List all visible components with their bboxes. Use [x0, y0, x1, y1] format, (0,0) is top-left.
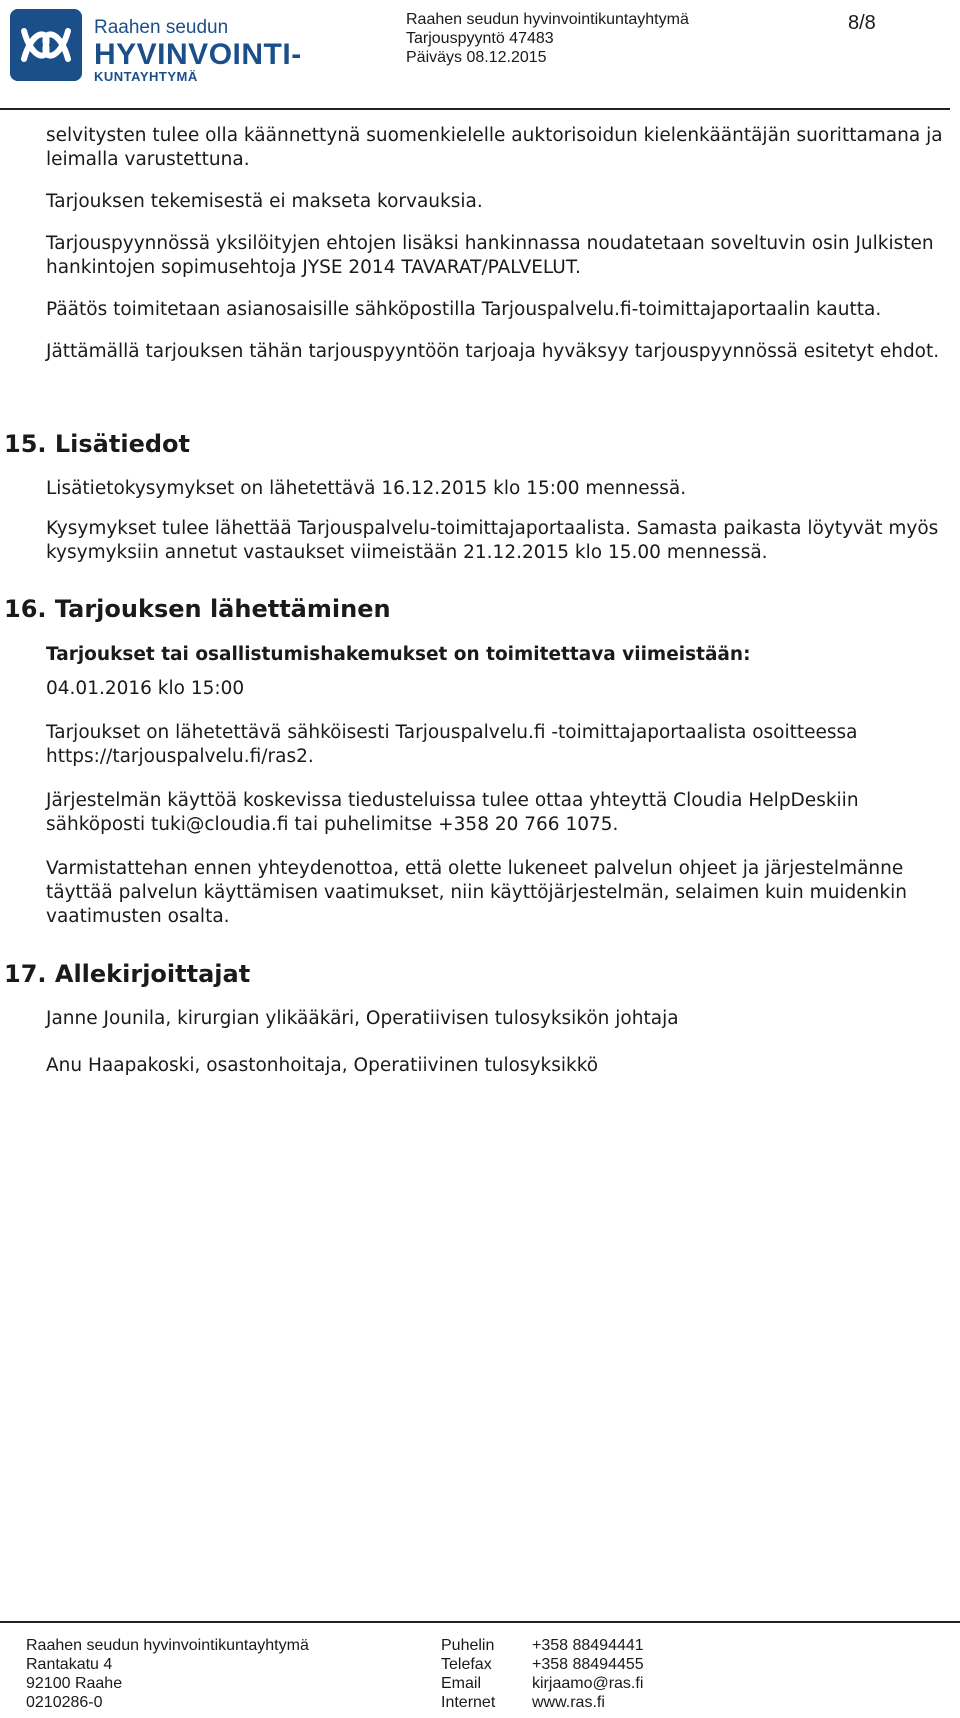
logo-line1: Raahen seudun	[94, 17, 229, 38]
section-15-body	[46, 477, 946, 565]
paragraph: Tarjouspyynnössä yksilöityjen ehtojen lisäksi hankinnassa noudatetaan soveltuvin osin Julkisten hankintojen sopimusehtoja JYSE 2014 TAVARAT/PALVELUT.	[46, 233, 934, 278]
paragraph: Jättämällä tarjouksen tähän tarjouspyyntöön tarjoaja hyväksyy tarjouspyynnössä esitetyt ehdot.	[46, 341, 940, 362]
signer: Janne Jounila, kirurgian ylikääkäri, Operatiivisen tulosyksikön johtaja	[46, 1008, 679, 1029]
footer-line: 0210286-0	[26, 1694, 103, 1711]
footer-divider	[0, 1621, 960, 1623]
footer-line: Rantakatu 4	[26, 1656, 113, 1673]
header-organization: Raahen seudun hyvinvointikuntayhtymä	[406, 11, 689, 28]
section-subheading: Tarjoukset tai osallistumishakemukset on toimitettava viimeistään:	[46, 644, 751, 665]
header-divider	[0, 108, 950, 110]
footer-label: Email	[441, 1675, 482, 1692]
section-heading-17: 17. Allekirjoittajat	[4, 960, 251, 988]
paragraph: Lisätietokysymykset on lähetettävä 16.12.2015 klo 15:00 mennessä.	[46, 478, 687, 499]
paragraph: Tarjouksen tekemisestä ei makseta korvauksia.	[46, 191, 483, 212]
deadline: 04.01.2016 klo 15:00	[46, 678, 245, 699]
section-heading-15: 15. Lisätiedot	[4, 430, 190, 458]
header-info	[406, 10, 689, 67]
footer-line: Raahen seudun hyvinvointikuntayhtymä	[26, 1637, 309, 1654]
paragraph: Varmistattehan ennen yhteydenottoa, että olette lukeneet palvelun ohjeet ja järjestelmänne täyttää palvelun käyttämisen vaatimukset, niin käyttöjärjestelmän, selaimen kuin muidenkin vaatimusten osalta.	[46, 858, 907, 927]
paragraph: Kysymykset tulee lähettää Tarjouspalvelu-toimittajaportaalista. Samasta paikasta löytyvät myös kysymyksiin annetut vastaukset viimeistään 21.12.2015 klo 15.00 mennessä.	[46, 518, 939, 563]
paragraph: Tarjoukset on lähetettävä sähköisesti Tarjouspalvelu.fi -toimittajaportaalista osoitteessa https://tarjouspalvelu.fi/ras2.	[46, 722, 858, 767]
footer-email: kirjaamo@ras.fi	[532, 1675, 644, 1692]
paragraph: Päätös toimitetaan asianosaisille sähköpostilla Tarjouspalvelu.fi-toimittajaportaalin kautta.	[46, 299, 882, 320]
section-16-body	[46, 643, 946, 929]
page-number: 8/8	[848, 12, 876, 34]
footer-contact-labels	[441, 1636, 495, 1712]
paragraph: Järjestelmän käyttöä koskevissa tiedusteluissa tulee ottaa yhteyttä Cloudia HelpDeskiin sähköposti tuki@cloudia.fi tai puhelimitse +358 20 766 1075.	[46, 790, 859, 835]
logo-line3: KUNTAYHTYMÄ	[94, 69, 198, 84]
footer-address	[26, 1636, 309, 1712]
logo-line2: HYVINVOINTI-	[94, 38, 302, 71]
footer-line: 92100 Raahe	[26, 1675, 123, 1692]
footer-fax: +358 88494455	[532, 1656, 644, 1673]
footer-phone: +358 88494441	[532, 1637, 644, 1654]
header-request-number: Tarjouspyyntö 47483	[406, 30, 554, 47]
footer-label: Puhelin	[441, 1637, 495, 1654]
paragraph: selvitysten tulee olla käännettynä suomenkielelle auktorisoidun kielenkääntäjän suorittamana ja leimalla varustettuna.	[46, 125, 943, 170]
knot-logo-icon	[10, 9, 82, 81]
footer-label: Internet	[441, 1694, 496, 1711]
section-17-body	[46, 1007, 946, 1078]
footer-contact-values	[532, 1636, 644, 1712]
header-date: Päiväys 08.12.2015	[406, 49, 547, 66]
signer: Anu Haapakoski, osastonhoitaja, Operatiivinen tulosyksikkö	[46, 1055, 599, 1076]
page-header	[0, 0, 960, 112]
footer-website: www.ras.fi	[532, 1694, 605, 1711]
footer-label: Telefax	[441, 1656, 492, 1673]
organization-logo	[10, 9, 302, 85]
document-body	[46, 124, 946, 364]
section-heading-16: 16. Tarjouksen lähettäminen	[4, 595, 391, 623]
